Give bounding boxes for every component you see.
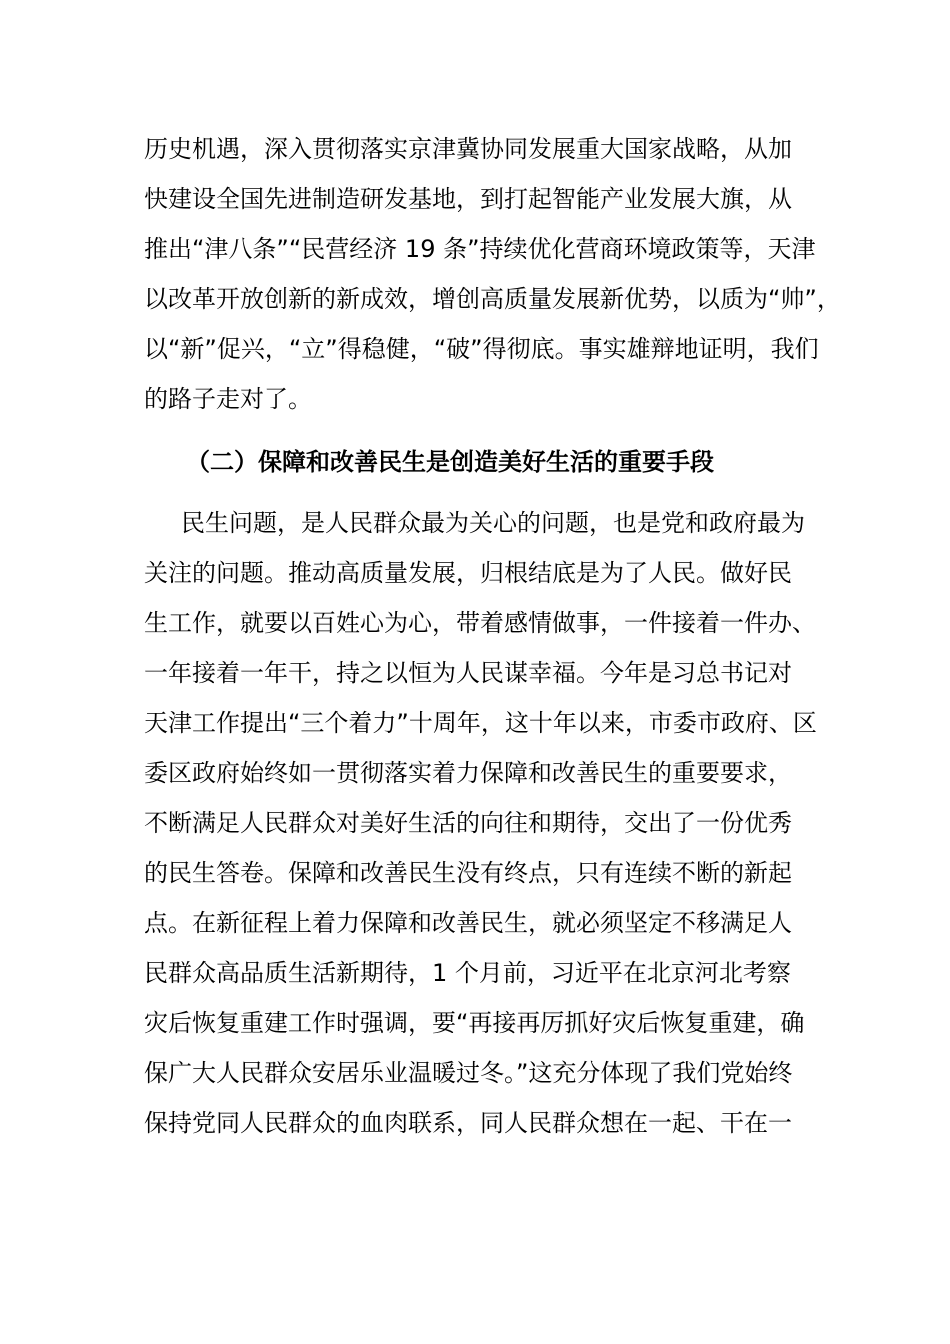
paragraph1-line-4: 以改革开放创新的新成效，增创高质量发展新优势，以质为“帅”， <box>144 285 841 313</box>
paragraph1-line-3: 推出“津八条”“民营经济 19 条”持续优化营商环境政策等，天津 <box>144 235 816 263</box>
paragraph2-line-3: 生工作，就要以百姓心为心，带着感情做事，一件接着一件办、 <box>144 609 816 637</box>
paragraph2-line-5: 天津工作提出“三个着力”十周年，这十年以来，市委市政府、区 <box>144 709 817 737</box>
paragraph1-line-6: 的路子走对了。 <box>144 385 312 413</box>
paragraph1-line-1: 历史机遇，深入贯彻落实京津冀协同发展重大国家战略，从加 <box>144 135 792 163</box>
paragraph2-line-13: 保持党同人民群众的血肉联系，同人民群众想在一起、干在一 <box>144 1109 792 1137</box>
paragraph1-line-5: 以“新”促兴，“立”得稳健，“破”得彻底。事实雄辩地证明，我们 <box>144 335 819 363</box>
paragraph1-line-2: 快建设全国先进制造研发基地，到打起智能产业发展大旗，从 <box>144 185 792 213</box>
paragraph2-line-4: 一年接着一年干，持之以恒为人民谋幸福。今年是习总书记对 <box>144 659 792 687</box>
paragraph2-line-8: 的民生答卷。保障和改善民生没有终点，只有连续不断的新起 <box>144 859 792 887</box>
paragraph2-line-11: 灾后恢复重建工作时强调，要“再接再厉抓好灾后恢复重建，确 <box>144 1009 805 1037</box>
section-heading: （二）保障和改善民生是创造美好生活的重要手段 <box>186 448 714 476</box>
paragraph2-line-7: 不断满足人民群众对美好生活的向往和期待，交出了一份优秀 <box>144 809 792 837</box>
paragraph2-line-9: 点。在新征程上着力保障和改善民生，就必须坚定不移满足人 <box>144 909 792 937</box>
paragraph2-line-10: 民群众高品质生活新期待，1 个月前，习近平在北京河北考察 <box>144 959 791 987</box>
paragraph2-line-1: 民生问题，是人民群众最为关心的问题，也是党和政府最为 <box>181 509 805 537</box>
paragraph2-line-6: 委区政府始终如一贯彻落实着力保障和改善民生的重要要求， <box>144 759 792 787</box>
paragraph2-line-12: 保广大人民群众安居乐业温暖过冬。”这充分体现了我们党始终 <box>144 1059 793 1087</box>
paragraph2-line-2: 关注的问题。推动高质量发展，归根结底是为了人民。做好民 <box>144 559 792 587</box>
